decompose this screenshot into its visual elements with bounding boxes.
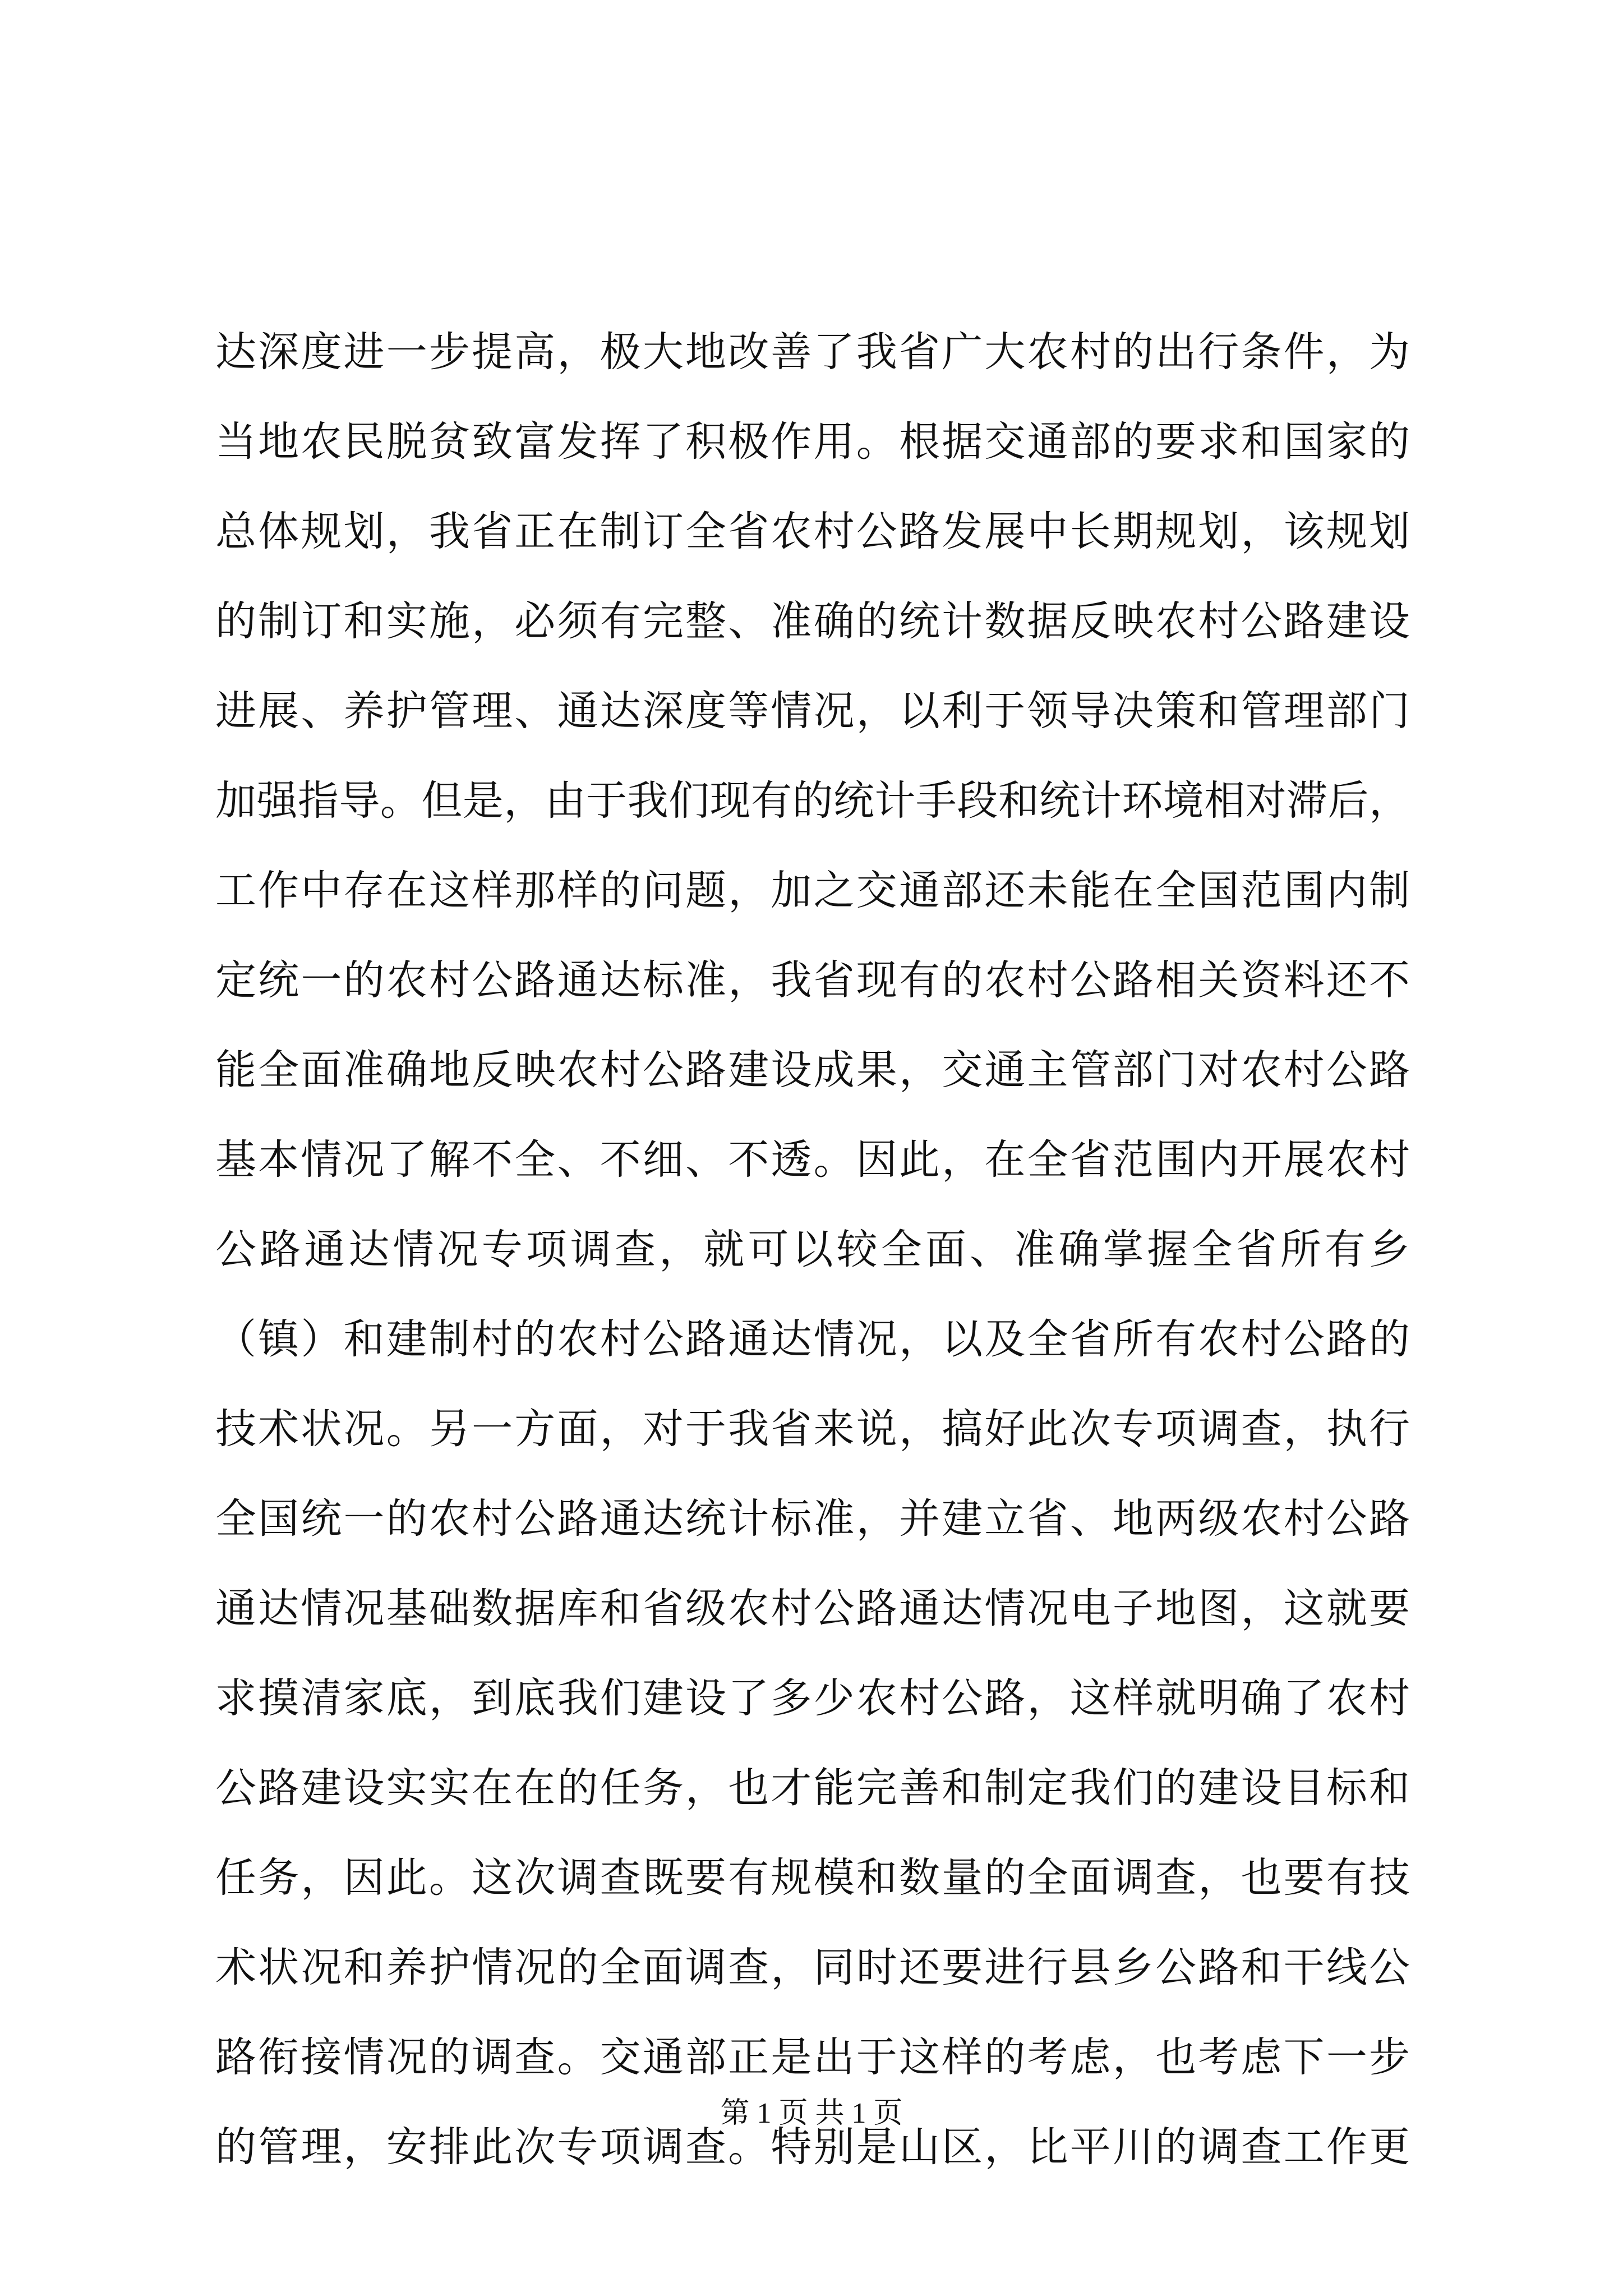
text-line: 加强指导。但是，由于我们现有的统计手段和统计环境相对滞后， <box>215 777 1410 825</box>
text-line: 全国统一的农村公路通达统计标准，并建立省、地两级农村公路 <box>215 1495 1410 1543</box>
text-line: 术状况和养护情况的全面调查，同时还要进行县乡公路和干线公 <box>215 1944 1410 1991</box>
text-line: 通达情况基础数据库和省级农村公路通达情况电子地图，这就要 <box>215 1585 1410 1632</box>
text-line: 公路建设实实在在的任务，也才能完善和制定我们的建设目标和 <box>215 1764 1410 1812</box>
text-line: （镇）和建制村的农村公路通达情况，以及全省所有农村公路的 <box>215 1315 1410 1363</box>
text-line: 定统一的农村公路通达标准，我省现有的农村公路相关资料还不 <box>215 956 1410 1004</box>
text-line: 当地农民脱贫致富发挥了积极作用。根据交通部的要求和国家的 <box>215 418 1410 466</box>
text-line: 公路通达情况专项调查，就可以较全面、准确掌握全省所有乡 <box>215 1226 1410 1273</box>
text-line: 技术状况。另一方面，对于我省来说，搞好此次专项调查，执行 <box>215 1405 1410 1453</box>
text-line: 工作中存在这样那样的问题，加之交通部还未能在全国范围内制 <box>215 867 1410 914</box>
text-line: 的制订和实施，必须有完整、准确的统计数据反映农村公路建设 <box>215 597 1410 645</box>
text-line: 总体规划，我省正在制订全省农村公路发展中长期规划，该规划 <box>215 508 1410 555</box>
page-number-footer: 第 1 页 共 1 页 <box>720 2097 903 2129</box>
text-line: 的管理，安排此次专项调查。特别是山区，比平川的调查工作更 <box>215 2123 1410 2171</box>
text-line: 求摸清家底，到底我们建设了多少农村公路，这样就明确了农村 <box>215 1674 1410 1722</box>
text-line: 基本情况了解不全、不细、不透。因此，在全省范围内开展农村 <box>215 1136 1410 1184</box>
body-text <box>215 307 1410 2192</box>
text-line: 进展、养护管理、通达深度等情况，以利于领导决策和管理部门 <box>215 687 1410 735</box>
text-line: 能全面准确地反映农村公路建设成果，交通主管部门对农村公路 <box>215 1046 1410 1094</box>
text-line: 路衔接情况的调查。交通部正是出于这样的考虑，也考虑下一步 <box>215 2033 1410 2081</box>
text-line: 任务，因此。这次调查既要有规模和数量的全面调查，也要有技 <box>215 1854 1410 1902</box>
text-line: 达深度进一步提高，极大地改善了我省广大农村的出行条件，为 <box>215 328 1410 376</box>
